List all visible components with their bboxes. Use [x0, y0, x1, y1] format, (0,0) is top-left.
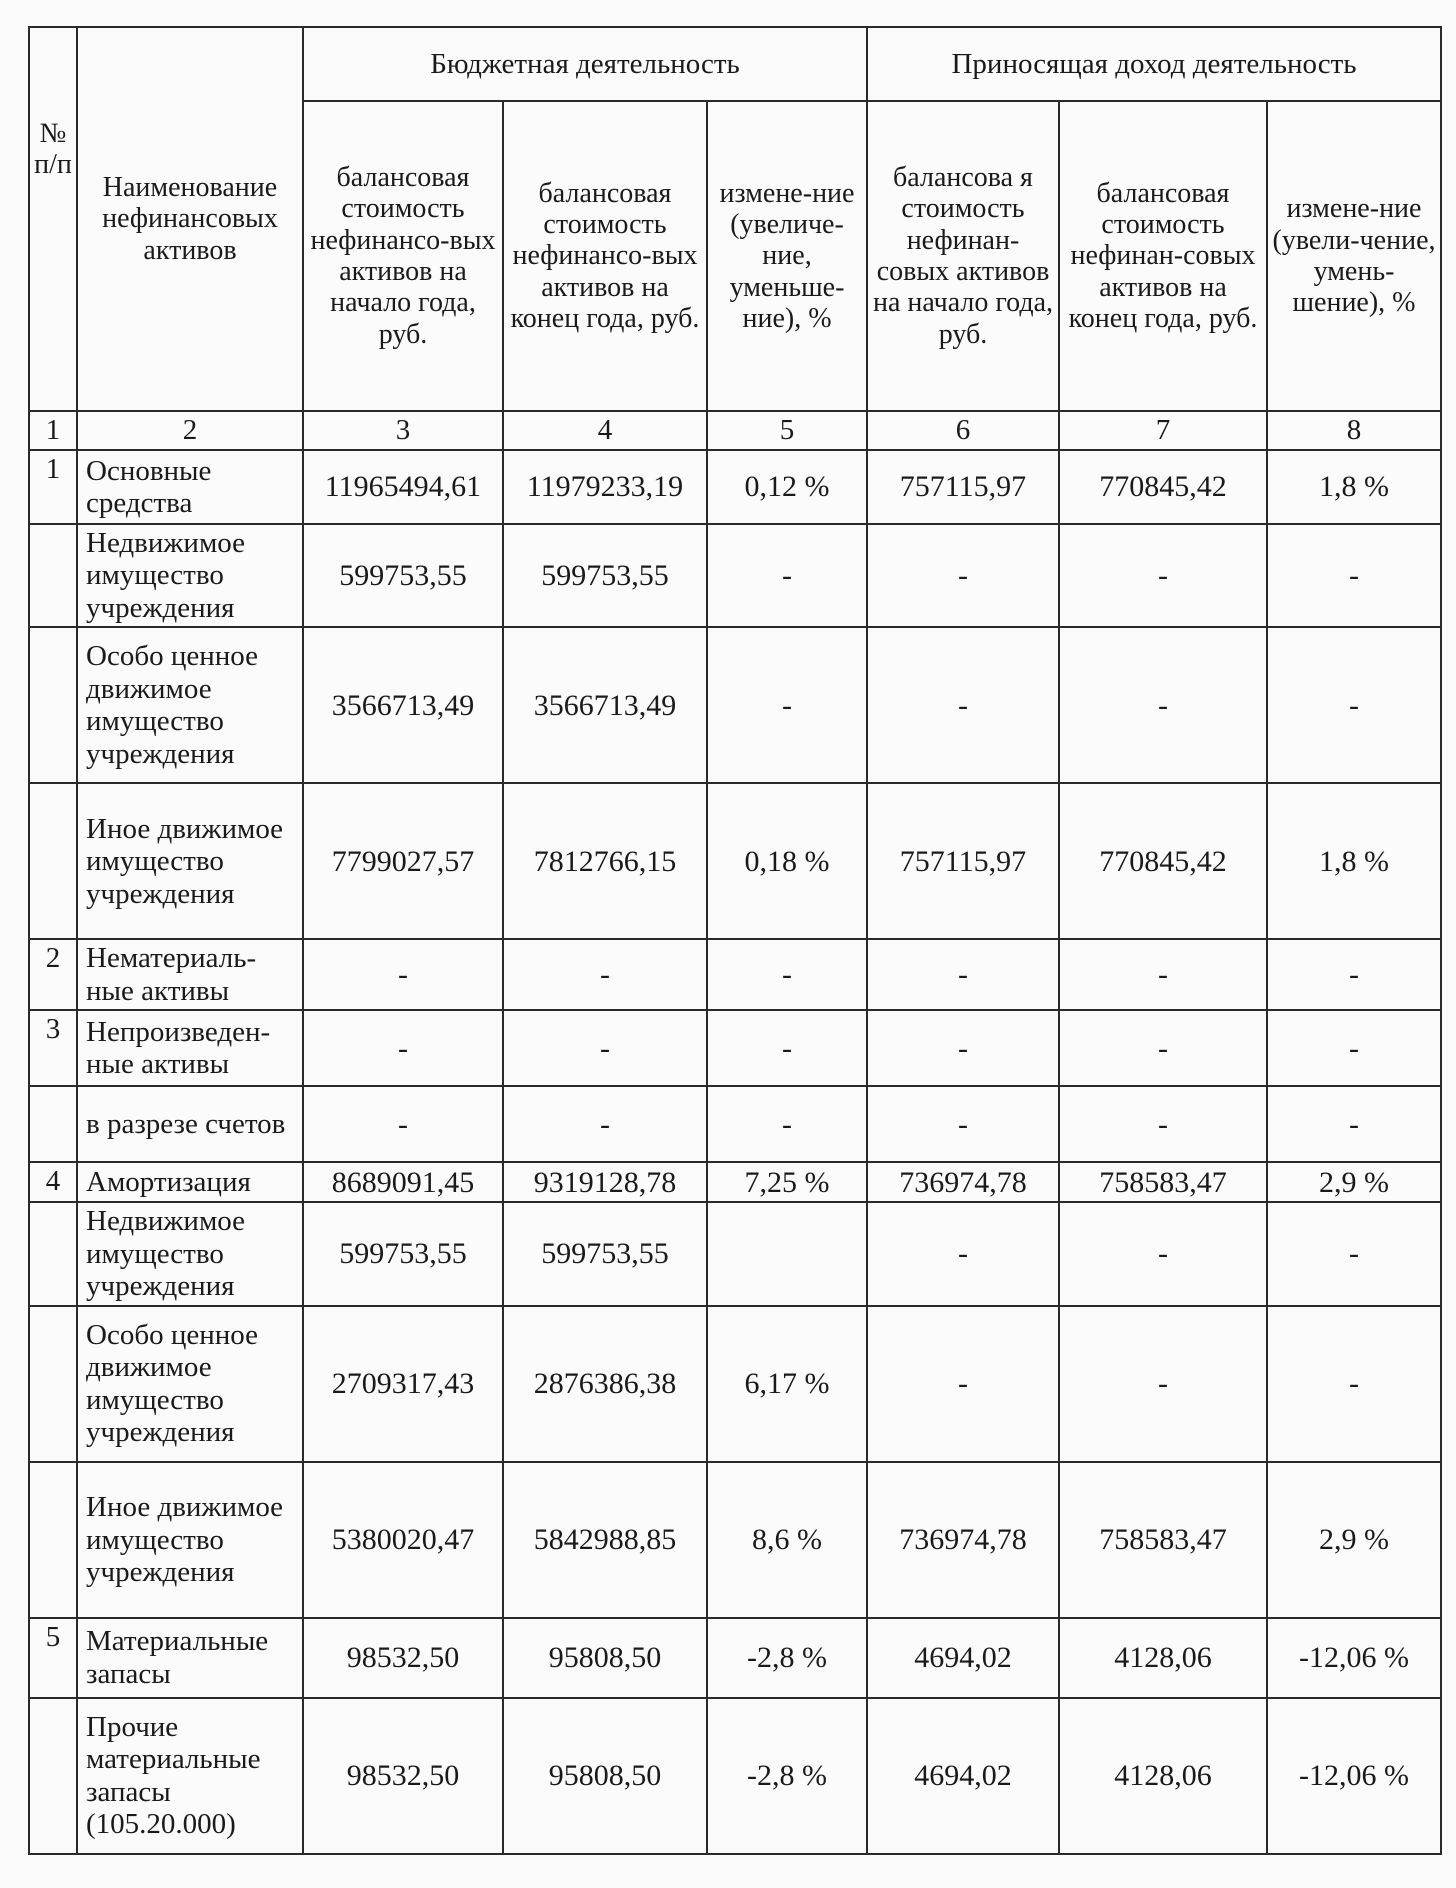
- asset-name: Иное движимое имущество учреждения: [77, 1462, 303, 1618]
- column-index: 1: [29, 411, 77, 450]
- asset-name: Нематериаль-ные активы: [77, 939, 303, 1010]
- row-number: 2: [29, 939, 77, 1010]
- budget-change-percent: -: [707, 1010, 867, 1086]
- budget-change-percent: -2,8 %: [707, 1618, 867, 1698]
- income-end-value: 758583,47: [1059, 1162, 1267, 1202]
- budget-end-value: -: [503, 1086, 707, 1162]
- header-income-end-value: балансовая стоимость нефинан-совых активов на конец года, руб.: [1059, 101, 1267, 411]
- income-start-value: -: [867, 1086, 1059, 1162]
- income-start-value: 736974,78: [867, 1462, 1059, 1618]
- income-end-value: 4128,06: [1059, 1618, 1267, 1698]
- column-index: 2: [77, 411, 303, 450]
- income-end-value: 770845,42: [1059, 450, 1267, 524]
- income-start-value: 757115,97: [867, 783, 1059, 939]
- income-end-value: -: [1059, 524, 1267, 627]
- income-start-value: -: [867, 1306, 1059, 1462]
- income-change-percent: -12,06 %: [1267, 1618, 1441, 1698]
- income-change-percent: -: [1267, 524, 1441, 627]
- row-number: 4: [29, 1162, 77, 1202]
- table-row: [29, 1698, 1441, 1854]
- income-change-percent: -: [1267, 627, 1441, 783]
- income-start-value: 757115,97: [867, 450, 1059, 524]
- asset-name: Иное движимое имущество учреждения: [77, 783, 303, 939]
- budget-change-percent: 6,17 %: [707, 1306, 867, 1462]
- table-row: [29, 1306, 1441, 1462]
- row-number: [29, 1462, 77, 1618]
- table-row: [29, 450, 1441, 524]
- budget-change-percent: 8,6 %: [707, 1462, 867, 1618]
- budget-start-value: 5380020,47: [303, 1462, 503, 1618]
- table-row: [29, 1010, 1441, 1086]
- income-end-value: 770845,42: [1059, 783, 1267, 939]
- income-change-percent: 2,9 %: [1267, 1162, 1441, 1202]
- income-end-value: -: [1059, 1086, 1267, 1162]
- income-end-value: -: [1059, 627, 1267, 783]
- income-change-percent: 1,8 %: [1267, 783, 1441, 939]
- budget-end-value: 95808,50: [503, 1698, 707, 1854]
- budget-end-value: 3566713,49: [503, 627, 707, 783]
- income-end-value: 758583,47: [1059, 1462, 1267, 1618]
- budget-start-value: 2709317,43: [303, 1306, 503, 1462]
- header-income-change: измене-ние (увели-чение, умень-шение), %: [1267, 101, 1441, 411]
- asset-name: Непроизведен-ные активы: [77, 1010, 303, 1086]
- budget-start-value: 98532,50: [303, 1698, 503, 1854]
- table-body: [29, 411, 1441, 1854]
- budget-start-value: 599753,55: [303, 1202, 503, 1305]
- header-budget-start-value: балансовая стоимость нефинансо-вых активов на начало года, руб.: [303, 101, 503, 411]
- income-start-value: 4694,02: [867, 1618, 1059, 1698]
- budget-end-value: 599753,55: [503, 1202, 707, 1305]
- asset-name: Материальные запасы: [77, 1618, 303, 1698]
- nonfinancial-assets-table: [28, 26, 1442, 1855]
- income-change-percent: -: [1267, 939, 1441, 1010]
- budget-change-percent: 0,18 %: [707, 783, 867, 939]
- budget-end-value: -: [503, 1010, 707, 1086]
- income-start-value: -: [867, 524, 1059, 627]
- income-start-value: -: [867, 1202, 1059, 1305]
- header-asset-name: Наименование нефинансовых активов: [77, 27, 303, 411]
- budget-end-value: 2876386,38: [503, 1306, 707, 1462]
- budget-end-value: 9319128,78: [503, 1162, 707, 1202]
- header-budget-activity: Бюджетная деятельность: [303, 27, 867, 101]
- column-index: 7: [1059, 411, 1267, 450]
- budget-end-value: -: [503, 939, 707, 1010]
- budget-end-value: 599753,55: [503, 524, 707, 627]
- budget-change-percent: -: [707, 939, 867, 1010]
- asset-name: Недвижимое имущество учреждения: [77, 524, 303, 627]
- income-end-value: -: [1059, 1202, 1267, 1305]
- income-end-value: -: [1059, 939, 1267, 1010]
- budget-change-percent: -: [707, 627, 867, 783]
- column-index: 6: [867, 411, 1059, 450]
- income-change-percent: -: [1267, 1010, 1441, 1086]
- budget-start-value: -: [303, 939, 503, 1010]
- budget-end-value: 95808,50: [503, 1618, 707, 1698]
- row-number: [29, 783, 77, 939]
- header-budget-end-value: балансовая стоимость нефинансо-вых активов на конец года, руб.: [503, 101, 707, 411]
- income-change-percent: 1,8 %: [1267, 450, 1441, 524]
- table-row: [29, 524, 1441, 627]
- header-budget-change: измене-ние (увеличе-ние, уменьше-ние), %: [707, 101, 867, 411]
- table-row: [29, 1618, 1441, 1698]
- budget-end-value: 7812766,15: [503, 783, 707, 939]
- income-end-value: -: [1059, 1306, 1267, 1462]
- budget-change-percent: -2,8 %: [707, 1698, 867, 1854]
- budget-change-percent: -: [707, 1086, 867, 1162]
- row-number: 5: [29, 1618, 77, 1698]
- row-number: [29, 1086, 77, 1162]
- table-row: [29, 939, 1441, 1010]
- asset-name: в разрезе счетов: [77, 1086, 303, 1162]
- budget-start-value: -: [303, 1010, 503, 1086]
- income-change-percent: 2,9 %: [1267, 1462, 1441, 1618]
- header-number: № п/п: [29, 27, 77, 411]
- column-index: 8: [1267, 411, 1441, 450]
- column-index: 3: [303, 411, 503, 450]
- budget-change-percent: 7,25 %: [707, 1162, 867, 1202]
- income-change-percent: -: [1267, 1202, 1441, 1305]
- income-start-value: 4694,02: [867, 1698, 1059, 1854]
- budget-start-value: 599753,55: [303, 524, 503, 627]
- column-index: 4: [503, 411, 707, 450]
- income-end-value: 4128,06: [1059, 1698, 1267, 1854]
- row-number: [29, 524, 77, 627]
- income-end-value: -: [1059, 1010, 1267, 1086]
- asset-name: Недвижимое имущество учреждения: [77, 1202, 303, 1305]
- budget-start-value: 3566713,49: [303, 627, 503, 783]
- budget-start-value: 8689091,45: [303, 1162, 503, 1202]
- income-change-percent: -: [1267, 1306, 1441, 1462]
- budget-end-value: 5842988,85: [503, 1462, 707, 1618]
- budget-start-value: 98532,50: [303, 1618, 503, 1698]
- row-number: 3: [29, 1010, 77, 1086]
- budget-end-value: 11979233,19: [503, 450, 707, 524]
- header-income-start-value: балансова я стоимость нефинан-совых активов на начало года, руб.: [867, 101, 1059, 411]
- row-number: [29, 627, 77, 783]
- asset-name: Амортизация: [77, 1162, 303, 1202]
- asset-name: Особо ценное движимое имущество учреждения: [77, 1306, 303, 1462]
- table-row: [29, 1086, 1441, 1162]
- income-start-value: 736974,78: [867, 1162, 1059, 1202]
- table-row: [29, 627, 1441, 783]
- column-index-row: [29, 411, 1441, 450]
- budget-change-percent: 0,12 %: [707, 450, 867, 524]
- table-row: [29, 783, 1441, 939]
- row-number: [29, 1306, 77, 1462]
- income-start-value: -: [867, 627, 1059, 783]
- income-change-percent: -: [1267, 1086, 1441, 1162]
- asset-name: Основные средства: [77, 450, 303, 524]
- table-row: [29, 1202, 1441, 1305]
- budget-start-value: 11965494,61: [303, 450, 503, 524]
- asset-name: Прочие материальные запасы (105.20.000): [77, 1698, 303, 1854]
- budget-start-value: -: [303, 1086, 503, 1162]
- table-row: [29, 1162, 1441, 1202]
- asset-name: Особо ценное движимое имущество учреждения: [77, 627, 303, 783]
- table-row: [29, 1462, 1441, 1618]
- header-income-activity: Приносящая доход деятельность: [867, 27, 1441, 101]
- row-number: [29, 1698, 77, 1854]
- budget-change-percent: -: [707, 524, 867, 627]
- income-start-value: -: [867, 939, 1059, 1010]
- column-index: 5: [707, 411, 867, 450]
- row-number: [29, 1202, 77, 1305]
- budget-change-percent: [707, 1202, 867, 1305]
- income-change-percent: -12,06 %: [1267, 1698, 1441, 1854]
- income-start-value: -: [867, 1010, 1059, 1086]
- row-number: 1: [29, 450, 77, 524]
- budget-start-value: 7799027,57: [303, 783, 503, 939]
